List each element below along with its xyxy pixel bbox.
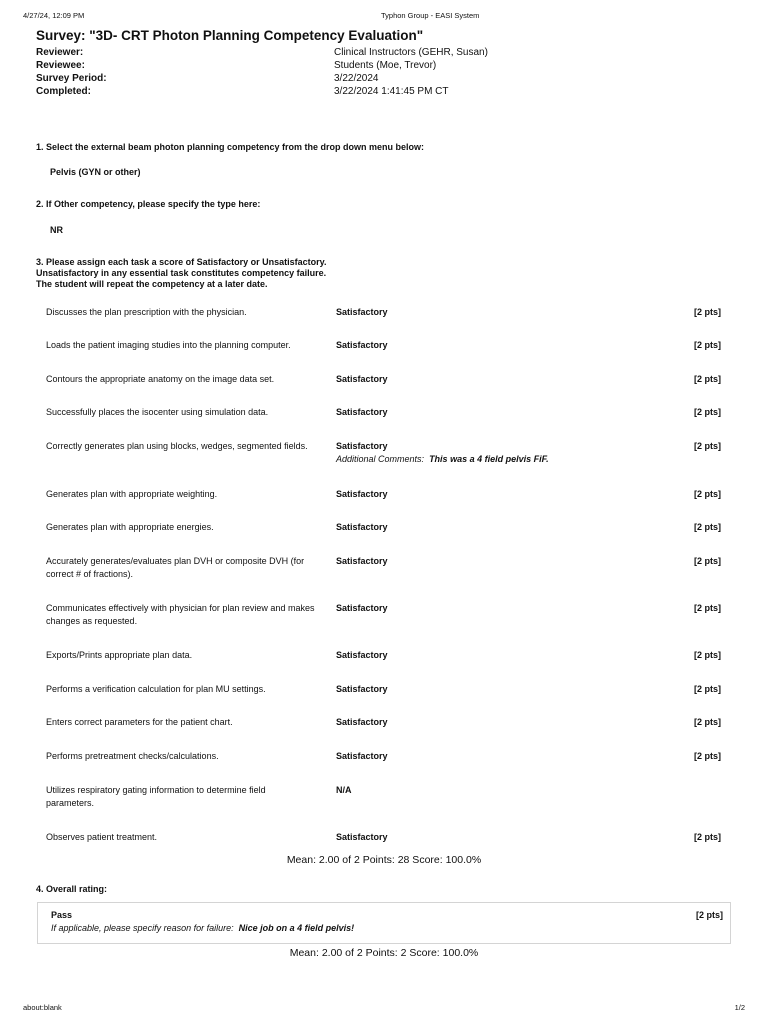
question-3 xyxy=(36,257,326,290)
overall-rating-answer: Pass xyxy=(51,910,73,920)
question-3-line: The student will repeat the competency at a later date. xyxy=(36,279,268,289)
print-site-title: Typhon Group - EASI System xyxy=(381,11,480,20)
question-3-line: Unsatisfactory in any essential task constitutes competency failure. xyxy=(36,268,327,278)
task-text: Generates plan with appropriate energies. xyxy=(46,522,214,532)
reviewee-label: Reviewee: xyxy=(36,60,85,71)
task-response: Satisfactory xyxy=(336,717,388,727)
task-response: N/A xyxy=(336,785,352,795)
question-2: 2. If Other competency, please specify the type here: xyxy=(36,199,261,209)
task-response: Satisfactory xyxy=(336,832,388,842)
overall-rating-box xyxy=(37,902,731,944)
footer-url: about:blank xyxy=(23,1003,62,1012)
task-comment-label: Additional Comments: xyxy=(336,454,425,464)
task-response: Satisfactory xyxy=(336,650,388,660)
task-comment-text: This was a 4 field pelvis FiF. xyxy=(429,454,549,464)
task-points: [2 pts] xyxy=(694,751,721,761)
task-text: Exports/Prints appropriate plan data. xyxy=(46,650,193,660)
task-text: Performs a verification calculation for plan MU settings. xyxy=(46,684,266,694)
overall-comment-label: If applicable, please specify reason for failure: xyxy=(51,923,234,933)
reviewer-label: Reviewer: xyxy=(36,47,84,58)
task-text: Communicates effectively with physician for plan review and makes changes as requested. xyxy=(46,603,315,626)
overall-rating-comment xyxy=(51,923,354,933)
answer-2: NR xyxy=(50,225,63,235)
question-3-summary: Mean: 2.00 of 2 Points: 28 Score: 100.0% xyxy=(286,854,482,866)
task-text: Discusses the plan prescription with the physician. xyxy=(46,307,247,317)
task-points: [2 pts] xyxy=(694,832,721,842)
task-text: Contours the appropriate anatomy on the image data set. xyxy=(46,374,275,384)
survey-period-label: Survey Period: xyxy=(36,73,107,84)
task-comment xyxy=(336,453,549,466)
task-text: Observes patient treatment. xyxy=(46,832,158,842)
task-response: Satisfactory xyxy=(336,407,388,417)
survey-period-value: 3/22/2024 xyxy=(334,73,379,84)
task-response: Satisfactory xyxy=(336,374,388,384)
task-text: Enters correct parameters for the patient chart. xyxy=(46,717,233,727)
question-1: 1. Select the external beam photon planning competency from the drop down menu below: xyxy=(36,142,425,152)
task-points: [2 pts] xyxy=(694,650,721,660)
task-points: [2 pts] xyxy=(694,603,721,613)
task-text: Loads the patient imaging studies into the planning computer. xyxy=(46,340,291,350)
task-points: [2 pts] xyxy=(694,307,721,317)
task-text: Successfully places the isocenter using simulation data. xyxy=(46,407,269,417)
task-points: [2 pts] xyxy=(694,407,721,417)
task-points: [2 pts] xyxy=(694,717,721,727)
footer-page-number: 1/2 xyxy=(734,1003,745,1012)
task-points: [2 pts] xyxy=(694,684,721,694)
print-datetime: 4/27/24, 12:09 PM xyxy=(23,11,85,20)
question-3-line: 3. Please assign each task a score of Satisfactory or Unsatisfactory. xyxy=(36,257,327,267)
task-response xyxy=(336,440,549,466)
task-points: [2 pts] xyxy=(694,489,721,499)
overall-rating-points: [2 pts] xyxy=(696,910,723,920)
survey-title: Survey: "3D- CRT Photon Planning Competency Evaluation" xyxy=(36,28,424,43)
question-4: 4. Overall rating: xyxy=(36,884,108,894)
task-text: Utilizes respiratory gating information to determine field parameters. xyxy=(46,785,266,808)
task-text: Performs pretreatment checks/calculations. xyxy=(46,751,219,761)
task-points: [2 pts] xyxy=(694,556,721,566)
task-points: [2 pts] xyxy=(694,374,721,384)
task-response: Satisfactory xyxy=(336,489,388,499)
task-text: Generates plan with appropriate weighting. xyxy=(46,489,218,499)
question-4-summary: Mean: 2.00 of 2 Points: 2 Score: 100.0% xyxy=(289,947,479,959)
task-response: Satisfactory xyxy=(336,684,388,694)
task-response: Satisfactory xyxy=(336,556,388,566)
task-response: Satisfactory xyxy=(336,307,388,317)
task-response: Satisfactory xyxy=(336,522,388,532)
task-points: [2 pts] xyxy=(694,441,721,451)
overall-comment-text: Nice job on a 4 field pelvis! xyxy=(238,923,355,933)
task-text: Correctly generates plan using blocks, wedges, segmented fields. xyxy=(46,441,308,451)
task-points: [2 pts] xyxy=(694,340,721,350)
answer-1: Pelvis (GYN or other) xyxy=(50,167,141,177)
task-text: Accurately generates/evaluates plan DVH or composite DVH (for correct # of fractions). xyxy=(46,556,305,579)
task-response: Satisfactory xyxy=(336,603,388,613)
reviewee-value: Students (Moe, Trevor) xyxy=(334,60,437,71)
task-response-value: Satisfactory xyxy=(336,441,388,451)
task-response: Satisfactory xyxy=(336,751,388,761)
reviewer-value: Clinical Instructors (GEHR, Susan) xyxy=(334,47,488,58)
task-points: [2 pts] xyxy=(694,522,721,532)
task-response: Satisfactory xyxy=(336,340,388,350)
completed-label: Completed: xyxy=(36,86,91,97)
completed-value: 3/22/2024 1:41:45 PM CT xyxy=(334,86,449,97)
